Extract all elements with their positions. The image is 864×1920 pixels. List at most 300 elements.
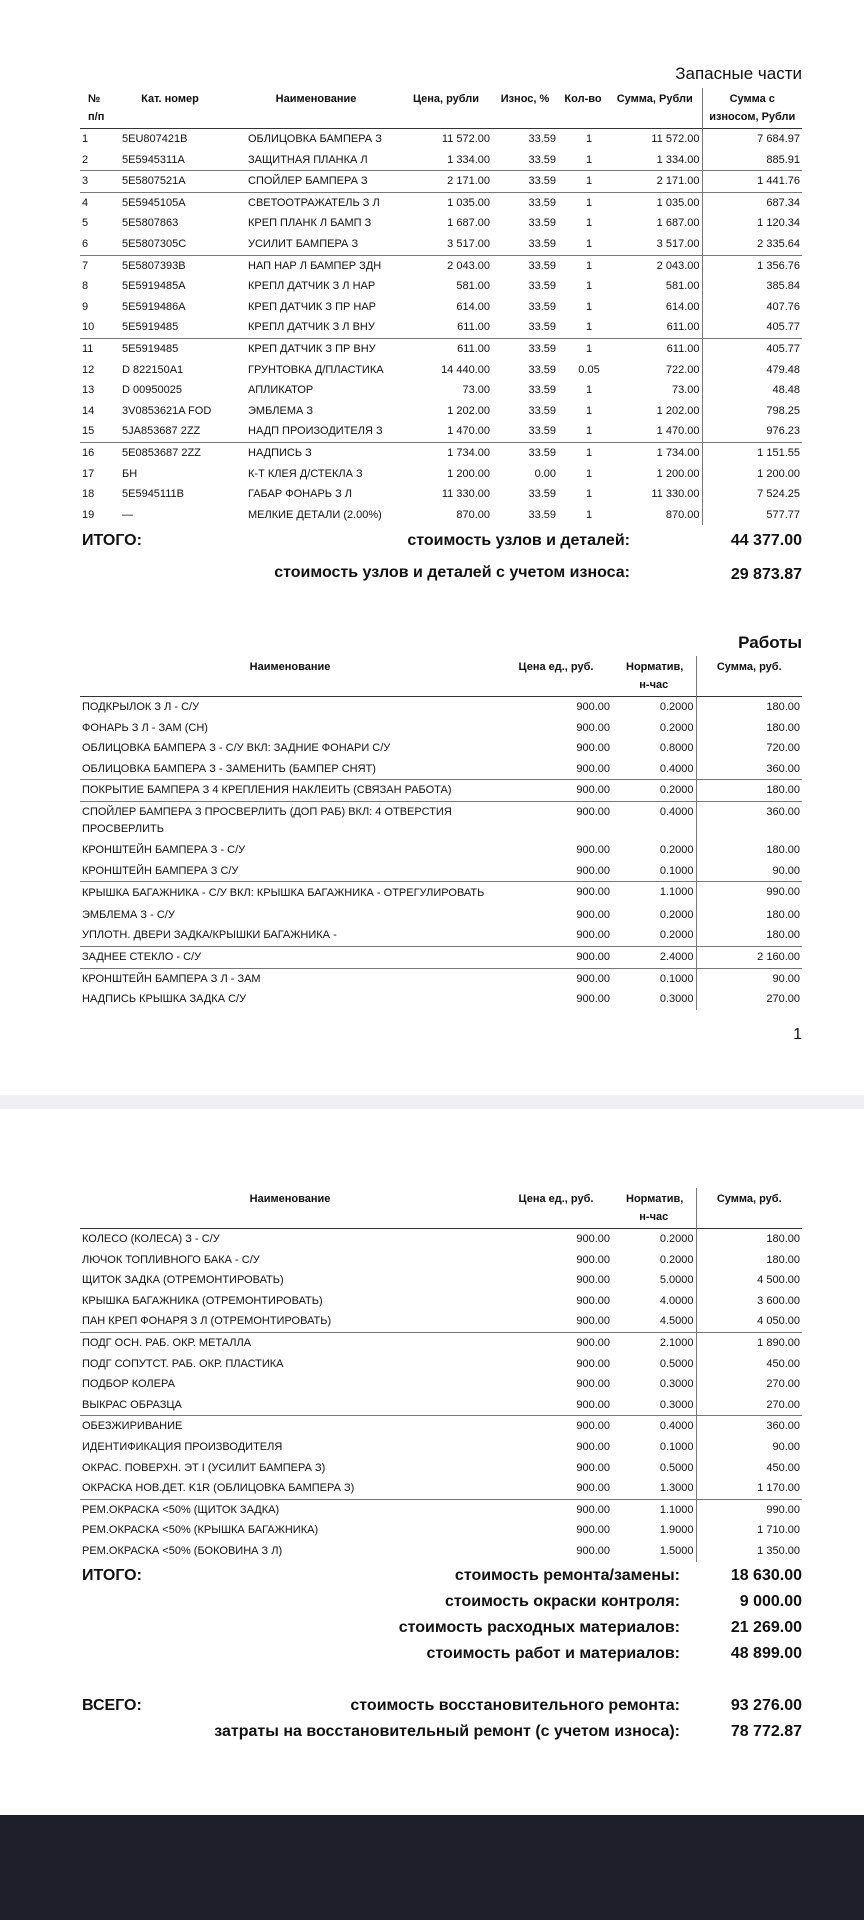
works2-cell-price: 900.00: [576, 1440, 610, 1453]
works2-row: [80, 1541, 802, 1562]
works-cell-name: ОБЛИЦОВКА БАМПЕРА З - С/У ВКЛ: ЗАДНИЕ ФОНАРИ С/У: [82, 742, 391, 755]
parts-cell-wear: 33.59: [492, 442, 558, 463]
works-cell-name: КРОНШТЕЙН БАМПЕРА З - С/У: [82, 843, 246, 856]
works2-cell-name: РЕМ.ОКРАСКА <50% (ЩИТОК ЗАДКА): [80, 1499, 500, 1520]
works-cell-norm: 0.1000: [612, 968, 696, 989]
works2-cell-norm: 4.0000: [612, 1291, 696, 1312]
parts-cell-name: ОБЛИЦОВКА БАМПЕРА З: [232, 129, 400, 150]
works-row: [80, 968, 802, 989]
parts-cell-name: СПОЙЛЕР БАМПЕРА З: [232, 171, 400, 193]
works2-row: [80, 1354, 802, 1375]
works-cell-sum: 180.00: [766, 929, 800, 942]
works2-cell-norm: 1.9000: [612, 1520, 696, 1541]
parts-cell-sum: 2 043.00: [608, 255, 702, 276]
parts-cell-sum-wear: 1 120.34: [757, 217, 800, 230]
works-row: [80, 718, 802, 739]
works2-cell-norm: 1.5000: [612, 1541, 696, 1562]
works2-cell-name: КРЫШКА БАГАЖНИКА (ОТРЕМОНТИРОВАТЬ): [82, 1294, 323, 1307]
parts-cell-price: 1 334.00: [447, 153, 490, 166]
works2-cell-price: 900.00: [576, 1378, 610, 1391]
parts-cell-num: 3: [80, 171, 108, 193]
parts-cell-qty: 1: [558, 192, 608, 213]
parts-cell-sum: 1 200.00: [608, 464, 702, 485]
parts-cell-sum-wear: 687.34: [702, 192, 802, 213]
works2-row: [80, 1437, 802, 1458]
parts-cell-sum: 1 687.00: [608, 213, 702, 234]
grand-total-wear-label: затраты на восстановительный ремонт (с учетом износа):: [214, 1723, 680, 1740]
total-materials-label: стоимость расходных материалов:: [398, 1619, 680, 1636]
works2-cell-norm: 1.1000: [612, 1499, 696, 1520]
works2-cell-price: 900.00: [500, 1416, 612, 1437]
works2-cell-norm: 1.3000: [612, 1478, 696, 1499]
works-cell-name: СПОЙЛЕР БАМПЕРА З ПРОСВЕРЛИТЬ (ДОП РАБ) ВКЛ: 4 ОТВЕРСТИЯ ПРОСВЕРЛИТЬ: [80, 801, 500, 840]
works-cell-name: ЗАДНЕЕ СТЕКЛО - С/У: [80, 946, 500, 968]
works2-cell-norm: 0.5000: [612, 1354, 696, 1375]
works-row: [80, 882, 802, 905]
works-col-norm: Норматив, н-час: [612, 656, 696, 697]
parts-cell-sum: 611.00: [608, 317, 702, 338]
works-cell-price: 900.00: [500, 968, 612, 989]
parts-cell-wear: 33.59: [528, 384, 556, 397]
parts-cell-wear: 33.59: [528, 404, 556, 417]
parts-row: [80, 380, 802, 401]
parts-cell-sum: 611.00: [608, 338, 702, 359]
parts-cell-sum-wear: 48.48: [772, 384, 800, 397]
parts-cell-wear: 33.59: [528, 488, 556, 501]
grand-total-heading: ВСЕГО:: [82, 1697, 142, 1714]
works2-row: [80, 1332, 802, 1353]
parts-cell-wear: 33.59: [528, 425, 556, 438]
parts-header-row: [80, 88, 802, 129]
works2-cell-norm: 0.2000: [612, 1250, 696, 1271]
works2-cell-sum: 270.00: [766, 1398, 800, 1411]
parts-cell-num: 9: [82, 300, 89, 313]
parts-cell-price: 14 440.00: [441, 363, 490, 376]
works-cell-price: 900.00: [576, 993, 610, 1006]
parts-cell-num: 16: [80, 442, 108, 463]
works-cell-norm: 1.1000: [612, 882, 696, 905]
parts-cell-wear: 33.59: [492, 129, 558, 150]
parts-cell-name: КРЕП ДАТЧИК З ПР НАР: [248, 300, 377, 313]
parts-cell-num: 1: [80, 129, 108, 150]
parts-cell-price: 3 517.00: [447, 237, 490, 250]
works2-cell-price: 900.00: [576, 1544, 610, 1557]
parts-cell-qty: 1: [558, 442, 608, 463]
parts-cell-cat: 5E0853687 2ZZ: [108, 442, 232, 463]
parts-cell-cat: 5E5945111B: [122, 488, 184, 501]
works2-cell-name: ЛЮЧОК ТОПЛИВНОГО БАКА - С/У: [82, 1253, 260, 1266]
parts-col-price: Цена, рубли: [412, 93, 480, 105]
works2-cell-name: ИДЕНТИФИКАЦИЯ ПРОИЗВОДИТЕЛЯ: [82, 1440, 283, 1453]
works2-cell-price: 900.00: [576, 1315, 610, 1328]
parts-cell-sum: 1 734.00: [608, 442, 702, 463]
parts-row: [80, 401, 802, 422]
total-repair-label: стоимость ремонта/замены:: [454, 1567, 680, 1584]
parts-cell-sum-wear: 405.77: [702, 338, 802, 359]
works2-cell-name: ПОДБОР КОЛЕРА: [82, 1378, 175, 1391]
works-cell-price: 900.00: [500, 882, 612, 905]
parts-cell-name: ЗАЩИТНАЯ ПЛАНКА Л: [248, 153, 368, 166]
works2-cell-sum: 450.00: [766, 1461, 800, 1474]
works-cell-sum: 90.00: [772, 864, 800, 877]
total-repair-value: 18 630.00: [730, 1567, 802, 1584]
parts-cell-sum: 1 035.00: [608, 192, 702, 213]
works-cell-price: 900.00: [500, 780, 612, 802]
works2-cell-price: 900.00: [500, 1332, 612, 1353]
works-cell-sum: 270.00: [766, 993, 800, 1006]
works-cell-sum: 180.00: [696, 780, 802, 802]
works-cell-norm: 0.2000: [612, 840, 696, 861]
works2-cell-sum: 360.00: [696, 1416, 802, 1437]
parts-cell-sum-wear: 405.77: [766, 321, 800, 334]
works-cell-norm: 0.1000: [612, 861, 696, 882]
works-cell-norm: 0.4000: [612, 801, 696, 840]
works2-cell-price: 900.00: [576, 1274, 610, 1287]
works2-row: [80, 1270, 802, 1291]
parts-col-sum-wear: Сумма с износом, Рубли: [709, 93, 796, 123]
works-section-title: Работы: [738, 633, 802, 652]
parts-cell-sum: 11 572.00: [608, 129, 702, 150]
parts-cell-qty: 1: [558, 171, 608, 193]
works2-cell-norm: 0.4000: [612, 1416, 696, 1437]
parts-cell-price: 11 572.00: [400, 129, 492, 150]
parts-row: [80, 234, 802, 255]
works-total-heading: ИТОГО:: [82, 1567, 142, 1584]
parts-cell-sum: 2 171.00: [608, 171, 702, 193]
parts-cell-name: К-Т КЛЕЯ Д/СТЕКЛА З: [248, 467, 363, 480]
parts-cell-sum-wear: 1 441.76: [702, 171, 802, 193]
works-cell-norm: 0.2000: [612, 780, 696, 802]
parts-cell-sum: 1 334.00: [608, 150, 702, 171]
parts-cell-name: КРЕП ДАТЧИК З ПР ВНУ: [232, 338, 400, 359]
parts-cell-sum-wear: 976.23: [766, 425, 800, 438]
works2-cell-norm: 2.1000: [612, 1332, 696, 1353]
works-cell-sum: 2 160.00: [696, 946, 802, 968]
works2-cell-norm: 0.5000: [612, 1458, 696, 1479]
works-header-row: [80, 656, 802, 697]
works-col-price: Цена ед., руб.: [518, 661, 594, 673]
parts-cell-price: 1 200.00: [447, 467, 490, 480]
parts-cell-price: 1 202.00: [447, 404, 490, 417]
parts-cell-cat: 5E5945311A: [122, 153, 185, 166]
total-materials-value: 21 269.00: [730, 1619, 802, 1636]
parts-cell-price: 581.00: [456, 280, 490, 293]
parts-cell-name: НАП НАР Л БАМПЕР ЗДН: [232, 255, 400, 276]
parts-row: [80, 360, 802, 381]
parts-cell-cat: 5E5807393B: [108, 255, 232, 276]
parts-cell-wear: 33.59: [528, 321, 556, 334]
parts-cell-qty: 1: [585, 321, 593, 334]
parts-cell-cat: 5E5919485A: [122, 280, 186, 293]
parts-cell-cat: 5JA853687 2ZZ: [122, 425, 201, 438]
total-works-value: 48 899.00: [730, 1645, 802, 1662]
parts-cell-cat: 5E5919485: [122, 321, 179, 334]
parts-cell-qty: 1: [585, 384, 593, 397]
parts-cell-sum: 1 202.00: [608, 401, 702, 422]
parts-cell-price: 611.00: [457, 321, 490, 334]
parts-cell-price: 614.00: [456, 300, 490, 313]
parts-cell-sum-wear: 577.77: [766, 508, 800, 521]
works2-cell-name: ВЫКРАС ОБРАЗЦА: [82, 1398, 182, 1411]
works-cell-sum: 990.00: [696, 882, 802, 905]
works2-cell-sum: 450.00: [766, 1357, 800, 1370]
parts-total-label: стоимость узлов и деталей:: [407, 532, 630, 549]
parts-cell-num: 14: [82, 404, 95, 417]
works2-cell-name: ПАН КРЕП ФОНАРЯ З Л (ОТРЕМОНТИРОВАТЬ): [82, 1315, 332, 1328]
works-cell-price: 900.00: [576, 908, 610, 921]
parts-row: [80, 276, 802, 297]
works2-cell-sum: 1 710.00: [757, 1524, 800, 1537]
parts-cell-price: 1 687.00: [447, 217, 490, 230]
works2-cell-price: 900.00: [576, 1461, 610, 1474]
works-cell-name: УПЛОТН. ДВЕРИ ЗАДКА/КРЫШКИ БАГАЖНИКА -: [82, 929, 337, 942]
parts-cell-price: 1 734.00: [400, 442, 492, 463]
works2-cell-name: КОЛЕСО (КОЛЕСА) З - С/У: [80, 1229, 500, 1250]
parts-cell-price: 870.00: [456, 508, 490, 521]
parts-cell-cat: 5E5919486A: [122, 300, 186, 313]
works-cell-name: ОБЛИЦОВКА БАМПЕРА З - ЗАМЕНИТЬ (БАМПЕР СНЯТ): [82, 762, 376, 775]
parts-cell-price: 1 470.00: [447, 425, 490, 438]
parts-cell-qty: 1: [585, 425, 593, 438]
works2-cell-price: 900.00: [576, 1398, 610, 1411]
parts-cell-qty: 1: [585, 508, 593, 521]
works2-col-name: Наименование: [249, 1193, 331, 1205]
works-cell-sum: 360.00: [696, 801, 802, 840]
parts-col-num: № п/п: [88, 93, 105, 123]
parts-cell-name: МЕЛКИЕ ДЕТАЛИ (2.00%): [248, 508, 382, 521]
works2-cell-price: 900.00: [576, 1253, 610, 1266]
works2-row: [80, 1520, 802, 1541]
parts-col-sum: Сумма, Рубли: [608, 88, 702, 129]
parts-cell-sum-wear: 407.76: [766, 300, 800, 313]
works-cell-sum: 180.00: [766, 721, 800, 734]
parts-cell-name: КРЕПЛ ДАТЧИК З Л НАР: [248, 280, 376, 293]
parts-cell-sum: 614.00: [608, 297, 702, 318]
document-page-2: [0, 1109, 864, 1815]
works-cell-name: ЭМБЛЕМА З - С/У: [82, 908, 175, 921]
works2-col-sum: Сумма, руб.: [716, 1193, 782, 1205]
parts-row: [80, 421, 802, 442]
grand-total-label: стоимость восстановительного ремонта:: [350, 1697, 680, 1714]
parts-cell-wear: 0.00: [534, 467, 556, 480]
works2-cell-price: 900.00: [576, 1357, 610, 1370]
works2-cell-sum: 4 050.00: [757, 1315, 800, 1328]
parts-row: [80, 171, 802, 193]
grand-total-wear-value: 78 772.87: [730, 1723, 802, 1740]
parts-cell-sum: 1 470.00: [608, 421, 702, 442]
total-paint-label: стоимость окраски контроля:: [444, 1593, 680, 1610]
parts-cell-sum-wear: 885.91: [766, 153, 800, 166]
works-cell-name: КРОНШТЕЙН БАМПЕРА З С/У: [82, 864, 239, 877]
parts-cell-num: 7: [80, 255, 108, 276]
parts-row: [80, 484, 802, 505]
parts-cell-qty: 1: [585, 153, 593, 166]
works-cell-price: 900.00: [576, 721, 610, 734]
parts-total-wear-label: стоимость узлов и деталей с учетом износа:: [274, 564, 630, 581]
total-works-label: стоимость работ и материалов:: [426, 1645, 680, 1662]
parts-cell-qty: 0.05: [578, 363, 600, 376]
works-row: [80, 759, 802, 780]
parts-cell-qty: 1: [558, 338, 608, 359]
works2-cell-norm: 0.1000: [612, 1437, 696, 1458]
works-table: [80, 656, 802, 1010]
works-cell-price: 900.00: [576, 742, 610, 755]
works2-cell-sum: 1 350.00: [757, 1544, 800, 1557]
works-cell-norm: 2.4000: [612, 946, 696, 968]
parts-cell-sum-wear: 1 151.55: [702, 442, 802, 463]
works2-cell-sum: 180.00: [696, 1229, 802, 1250]
works2-cell-sum: 180.00: [766, 1253, 800, 1266]
parts-cell-name: АПЛИКАТОР: [248, 384, 314, 397]
parts-cell-wear: 33.59: [528, 153, 556, 166]
works-table-continued: [80, 1188, 802, 1562]
parts-cell-num: 8: [82, 280, 89, 293]
works2-cell-sum: 90.00: [772, 1440, 800, 1453]
parts-cell-wear: 33.59: [492, 338, 558, 359]
parts-cell-sum: 870.00: [608, 505, 702, 526]
works2-cell-norm: 0.3000: [612, 1395, 696, 1416]
works-cell-sum: 180.00: [696, 697, 802, 718]
works-cell-norm: 0.3000: [612, 989, 696, 1010]
parts-cell-name: УСИЛИТ БАМПЕРА З: [248, 237, 359, 250]
parts-cell-num: 19: [82, 508, 95, 521]
parts-cell-qty: 1: [585, 280, 593, 293]
parts-cell-qty: 1: [558, 255, 608, 276]
works-row: [80, 780, 802, 802]
works2-cell-price: 900.00: [500, 1229, 612, 1250]
parts-cell-name: ГАБАР ФОНАРЬ З Л: [248, 488, 352, 501]
works2-cell-sum: 1 170.00: [757, 1482, 800, 1495]
works-cell-name: НАДПИСЬ КРЫШКА ЗАДКА С/У: [82, 993, 247, 1006]
parts-cell-sum: 11 330.00: [608, 484, 702, 505]
parts-cell-num: 17: [82, 467, 95, 480]
works2-cell-sum: 1 890.00: [696, 1332, 802, 1353]
works2-row: [80, 1291, 802, 1312]
parts-cell-wear: 33.59: [492, 171, 558, 193]
parts-cell-num: 12: [82, 363, 95, 376]
works-cell-price: 900.00: [576, 864, 610, 877]
works-cell-name: ПОДКРЫЛОК З Л - С/У: [80, 697, 500, 718]
works-col-sum: Сумма, руб.: [716, 661, 782, 673]
works2-cell-price: 900.00: [576, 1294, 610, 1307]
parts-cell-price: 11 330.00: [441, 488, 490, 501]
parts-cell-cat: 5EU807421B: [108, 129, 232, 150]
works-cell-norm: 0.8000: [612, 738, 696, 759]
parts-col-name: Наименование: [275, 93, 357, 105]
works-cell-sum: 180.00: [766, 908, 800, 921]
parts-row: [80, 297, 802, 318]
works-cell-norm: 0.2000: [612, 905, 696, 926]
parts-cell-num: 13: [82, 384, 95, 397]
works2-cell-norm: 0.2000: [612, 1229, 696, 1250]
parts-row: [80, 505, 802, 526]
works-cell-norm: 0.2000: [612, 697, 696, 718]
works2-cell-name: РЕМ.ОКРАСКА <50% (КРЫШКА БАГАЖНИКА): [82, 1524, 319, 1537]
parts-cell-wear: 33.59: [528, 237, 556, 250]
parts-row: [80, 338, 802, 359]
parts-cell-name: КРЕПЛ ДАТЧИК З Л ВНУ: [248, 321, 375, 334]
works2-cell-price: 900.00: [576, 1524, 610, 1537]
parts-cell-price: 611.00: [400, 338, 492, 359]
works2-cell-name: РЕМ.ОКРАСКА <50% (БОКОВИНА З Л): [82, 1544, 283, 1557]
works-row: [80, 801, 802, 840]
works2-row: [80, 1311, 802, 1332]
works-row: [80, 905, 802, 926]
parts-cell-sum: 581.00: [608, 276, 702, 297]
parts-cell-cat: 3V0853621A FOD: [122, 404, 212, 417]
parts-cell-num: 10: [82, 321, 95, 334]
works2-cell-sum: 990.00: [696, 1499, 802, 1520]
parts-cell-wear: 33.59: [528, 217, 556, 230]
works2-row: [80, 1478, 802, 1499]
works2-cell-norm: 5.0000: [612, 1270, 696, 1291]
parts-cell-price: 1 035.00: [400, 192, 492, 213]
parts-cell-cat: 5E5945105A: [108, 192, 232, 213]
parts-col-cat: Кат. номер: [141, 93, 199, 105]
works-row: [80, 946, 802, 968]
parts-cell-sum-wear: 385.84: [766, 280, 800, 293]
parts-cell-sum-wear: 7 524.25: [757, 488, 800, 501]
works-cell-name: ПОКРЫТИЕ БАМПЕРА З 4 КРЕПЛЕНИЯ НАКЛЕИТЬ (СВЯЗАН РАБОТА): [80, 780, 500, 802]
parts-cell-price: 2 171.00: [400, 171, 492, 193]
parts-row: [80, 317, 802, 338]
works2-cell-price: 900.00: [576, 1482, 610, 1495]
works2-header-row: [80, 1188, 802, 1229]
parts-cell-sum: 722.00: [608, 360, 702, 381]
parts-col-wear: Износ, %: [500, 93, 550, 105]
parts-row: [80, 464, 802, 485]
works-row: [80, 861, 802, 882]
works-row: [80, 925, 802, 946]
works2-cell-name: ОБЕЗЖИРИВАНИЕ: [80, 1416, 500, 1437]
parts-cell-sum-wear: 7 684.97: [702, 129, 802, 150]
works2-cell-name: ПОДГ ОСН. РАБ. ОКР. МЕТАЛЛА: [80, 1332, 500, 1353]
parts-cell-name: СВЕТООТРАЖАТЕЛЬ З Л: [232, 192, 400, 213]
bottom-bar: [0, 1815, 864, 1920]
grand-total-value: 93 276.00: [730, 1697, 802, 1714]
parts-cell-sum: 73.00: [608, 380, 702, 401]
parts-cell-cat: 5E5807305C: [122, 237, 187, 250]
works-cell-price: 900.00: [576, 762, 610, 775]
parts-table: [80, 88, 802, 525]
page-gap: [0, 1095, 864, 1109]
parts-row: [80, 213, 802, 234]
parts-cell-cat: 5E5919485: [108, 338, 232, 359]
works-cell-norm: 0.2000: [612, 925, 696, 946]
works-row: [80, 697, 802, 718]
works2-cell-price: 900.00: [500, 1499, 612, 1520]
parts-cell-name: НАДП ПРОИЗОДИТЕЛЯ З: [248, 425, 383, 438]
parts-row: [80, 150, 802, 171]
parts-cell-cat: БН: [122, 467, 138, 480]
works-cell-sum: 360.00: [766, 762, 800, 775]
parts-row: [80, 129, 802, 150]
works2-row: [80, 1499, 802, 1520]
parts-cell-num: 18: [82, 488, 95, 501]
parts-total-heading: ИТОГО:: [82, 532, 142, 549]
works2-cell-sum: 3 600.00: [757, 1294, 800, 1307]
parts-cell-price: 2 043.00: [400, 255, 492, 276]
parts-cell-qty: 1: [585, 217, 593, 230]
parts-cell-num: 15: [82, 425, 95, 438]
works-cell-price: 900.00: [576, 843, 610, 856]
parts-cell-qty: 1: [585, 404, 593, 417]
parts-cell-cat: 5E5807521A: [108, 171, 232, 193]
parts-row: [80, 192, 802, 213]
works2-row: [80, 1374, 802, 1395]
works2-row: [80, 1416, 802, 1437]
parts-cell-cat: —: [122, 508, 133, 521]
